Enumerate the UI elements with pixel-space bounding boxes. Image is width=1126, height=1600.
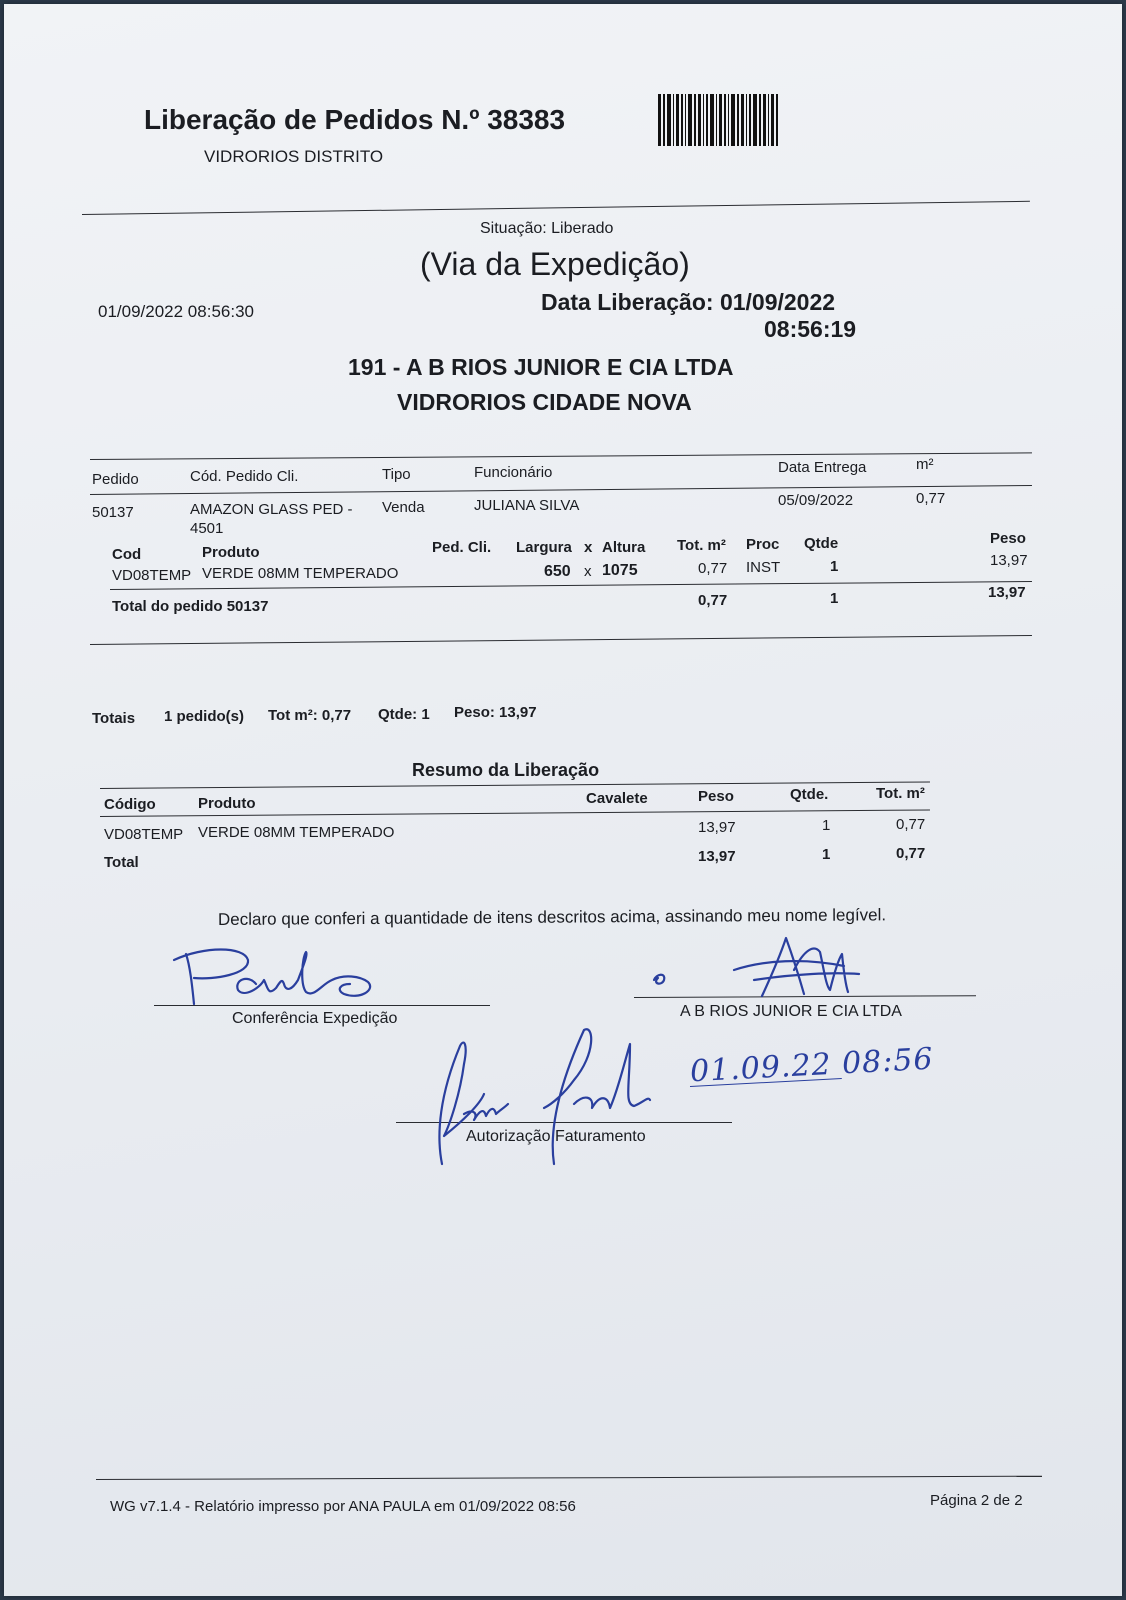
item-header-qtde: Qtde xyxy=(804,535,839,552)
item-x: x xyxy=(584,563,592,580)
item-total-rule xyxy=(110,581,1032,590)
item-altura: 1075 xyxy=(602,562,638,579)
item-header-x: x xyxy=(584,539,593,556)
col-header-tipo: Tipo xyxy=(382,466,411,483)
summary-title: Resumo da Liberação xyxy=(412,760,600,780)
summary-total-label: Total xyxy=(104,854,139,871)
summary-header-cavalete: Cavalete xyxy=(586,790,648,807)
order-total-m2: 0,77 xyxy=(698,592,728,609)
handwritten-signature-autorizacao xyxy=(424,1024,664,1174)
declaration-text: Declaro que conferi a quantidade de itens descritos acima, assinando meu nome legível. xyxy=(217,905,887,929)
handwritten-signature-conferencia xyxy=(164,944,394,1014)
item-produto: VERDE 08MM TEMPERADO xyxy=(202,565,399,582)
cell-tipo: Venda xyxy=(382,499,425,516)
col-header-funcionario: Funcionário xyxy=(474,464,553,481)
col-header-data-entrega: Data Entrega xyxy=(778,459,867,476)
summary-tot-m2: 0,77 xyxy=(896,816,926,833)
item-header-tot-m2: Tot. m² xyxy=(677,537,726,554)
item-cod: VD08TEMP xyxy=(112,567,192,584)
document-title: Liberação de Pedidos N.º 38383 xyxy=(144,104,566,135)
cell-m2: 0,77 xyxy=(916,490,946,507)
header-divider xyxy=(82,201,1030,215)
order-total-label: Total do pedido 50137 xyxy=(112,598,269,615)
totals-pedidos: 1 pedido(s) xyxy=(164,708,245,725)
handwritten-signature-company xyxy=(644,930,864,1010)
order-total-qtde: 1 xyxy=(830,590,839,607)
col-header-cod-pedido-cli: Cód. Pedido Cli. xyxy=(190,468,299,485)
barcode xyxy=(658,94,828,146)
summary-header-tot-m2: Tot. m² xyxy=(876,785,925,802)
totals-qtde: Qtde: 1 xyxy=(378,706,430,723)
summary-header-codigo: Código xyxy=(104,796,156,813)
totals-label: Totais xyxy=(92,710,136,727)
status-text: Situação: Liberado xyxy=(480,220,614,237)
item-largura: 650 xyxy=(544,563,571,580)
item-qtde: 1 xyxy=(830,558,839,575)
col-header-m2: m² xyxy=(916,456,934,473)
summary-qtde: 1 xyxy=(822,817,831,834)
summary-codigo: VD08TEMP xyxy=(104,826,184,843)
item-header-proc: Proc xyxy=(746,536,780,553)
table-bottom-rule xyxy=(90,635,1032,645)
client-name: 191 - A B RIOS JUNIOR E CIA LTDA xyxy=(348,354,734,380)
document-page xyxy=(4,4,1122,1596)
summary-total-tot-m2: 0,77 xyxy=(896,845,926,862)
footer-rule xyxy=(96,1476,1042,1480)
item-peso: 13,97 xyxy=(990,552,1028,569)
item-header-produto: Produto xyxy=(202,544,260,561)
cell-funcionario: JULIANA SILVA xyxy=(474,497,580,514)
item-proc: INST xyxy=(746,559,781,576)
table-header-rule xyxy=(90,485,1032,495)
summary-header-peso: Peso xyxy=(698,788,734,805)
item-header-peso: Peso xyxy=(990,530,1026,547)
signature-label-company: A B RIOS JUNIOR E CIA LTDA xyxy=(680,1003,902,1020)
via-title: (Via da Expedição) xyxy=(420,246,690,282)
footer-report-info: WG v7.1.4 - Relatório impresso por ANA PAULA em 01/09/2022 08:56 xyxy=(110,1498,576,1515)
release-date: Data Liberação: 01/09/2022 xyxy=(541,289,836,315)
cell-pedido: 50137 xyxy=(92,504,134,521)
client-store: VIDRORIOS CIDADE NOVA xyxy=(397,389,692,415)
summary-header-qtde: Qtde. xyxy=(790,786,829,803)
col-header-pedido: Pedido xyxy=(92,471,139,488)
summary-total-qtde: 1 xyxy=(822,846,831,863)
summary-produto: VERDE 08MM TEMPERADO xyxy=(198,824,395,841)
table-top-rule xyxy=(90,452,1032,460)
summary-header-produto: Produto xyxy=(198,795,256,812)
totals-peso: Peso: 13,97 xyxy=(454,704,537,721)
print-datetime: 01/09/2022 08:56:30 xyxy=(98,302,254,321)
item-header-altura: Altura xyxy=(602,539,646,556)
totals-tot-m2: Tot m²: 0,77 xyxy=(268,707,352,724)
release-time: 08:56:19 xyxy=(764,316,857,342)
cell-cod-pedido-cli-2: 4501 xyxy=(190,520,224,537)
item-header-ped-cli: Ped. Cli. xyxy=(432,539,492,556)
item-header-largura: Largura xyxy=(516,539,572,556)
item-header-cod: Cod xyxy=(112,546,142,563)
cell-data-entrega: 05/09/2022 xyxy=(778,492,854,509)
item-tot-m2: 0,77 xyxy=(698,560,728,577)
footer-page-number: Página 2 de 2 xyxy=(930,1492,1023,1509)
handwritten-date: 01.09.22 08:56 xyxy=(689,1041,935,1090)
summary-peso: 13,97 xyxy=(698,819,736,836)
signature-label-autorizacao: Autorização Faturamento xyxy=(466,1128,646,1145)
cell-cod-pedido-cli-1: AMAZON GLASS PED - xyxy=(190,501,353,518)
document-subtitle: VIDRORIOS DISTRITO xyxy=(204,147,384,166)
order-total-peso: 13,97 xyxy=(988,584,1026,601)
summary-total-peso: 13,97 xyxy=(698,848,736,865)
signature-label-conferencia: Conferência Expedição xyxy=(232,1010,398,1027)
